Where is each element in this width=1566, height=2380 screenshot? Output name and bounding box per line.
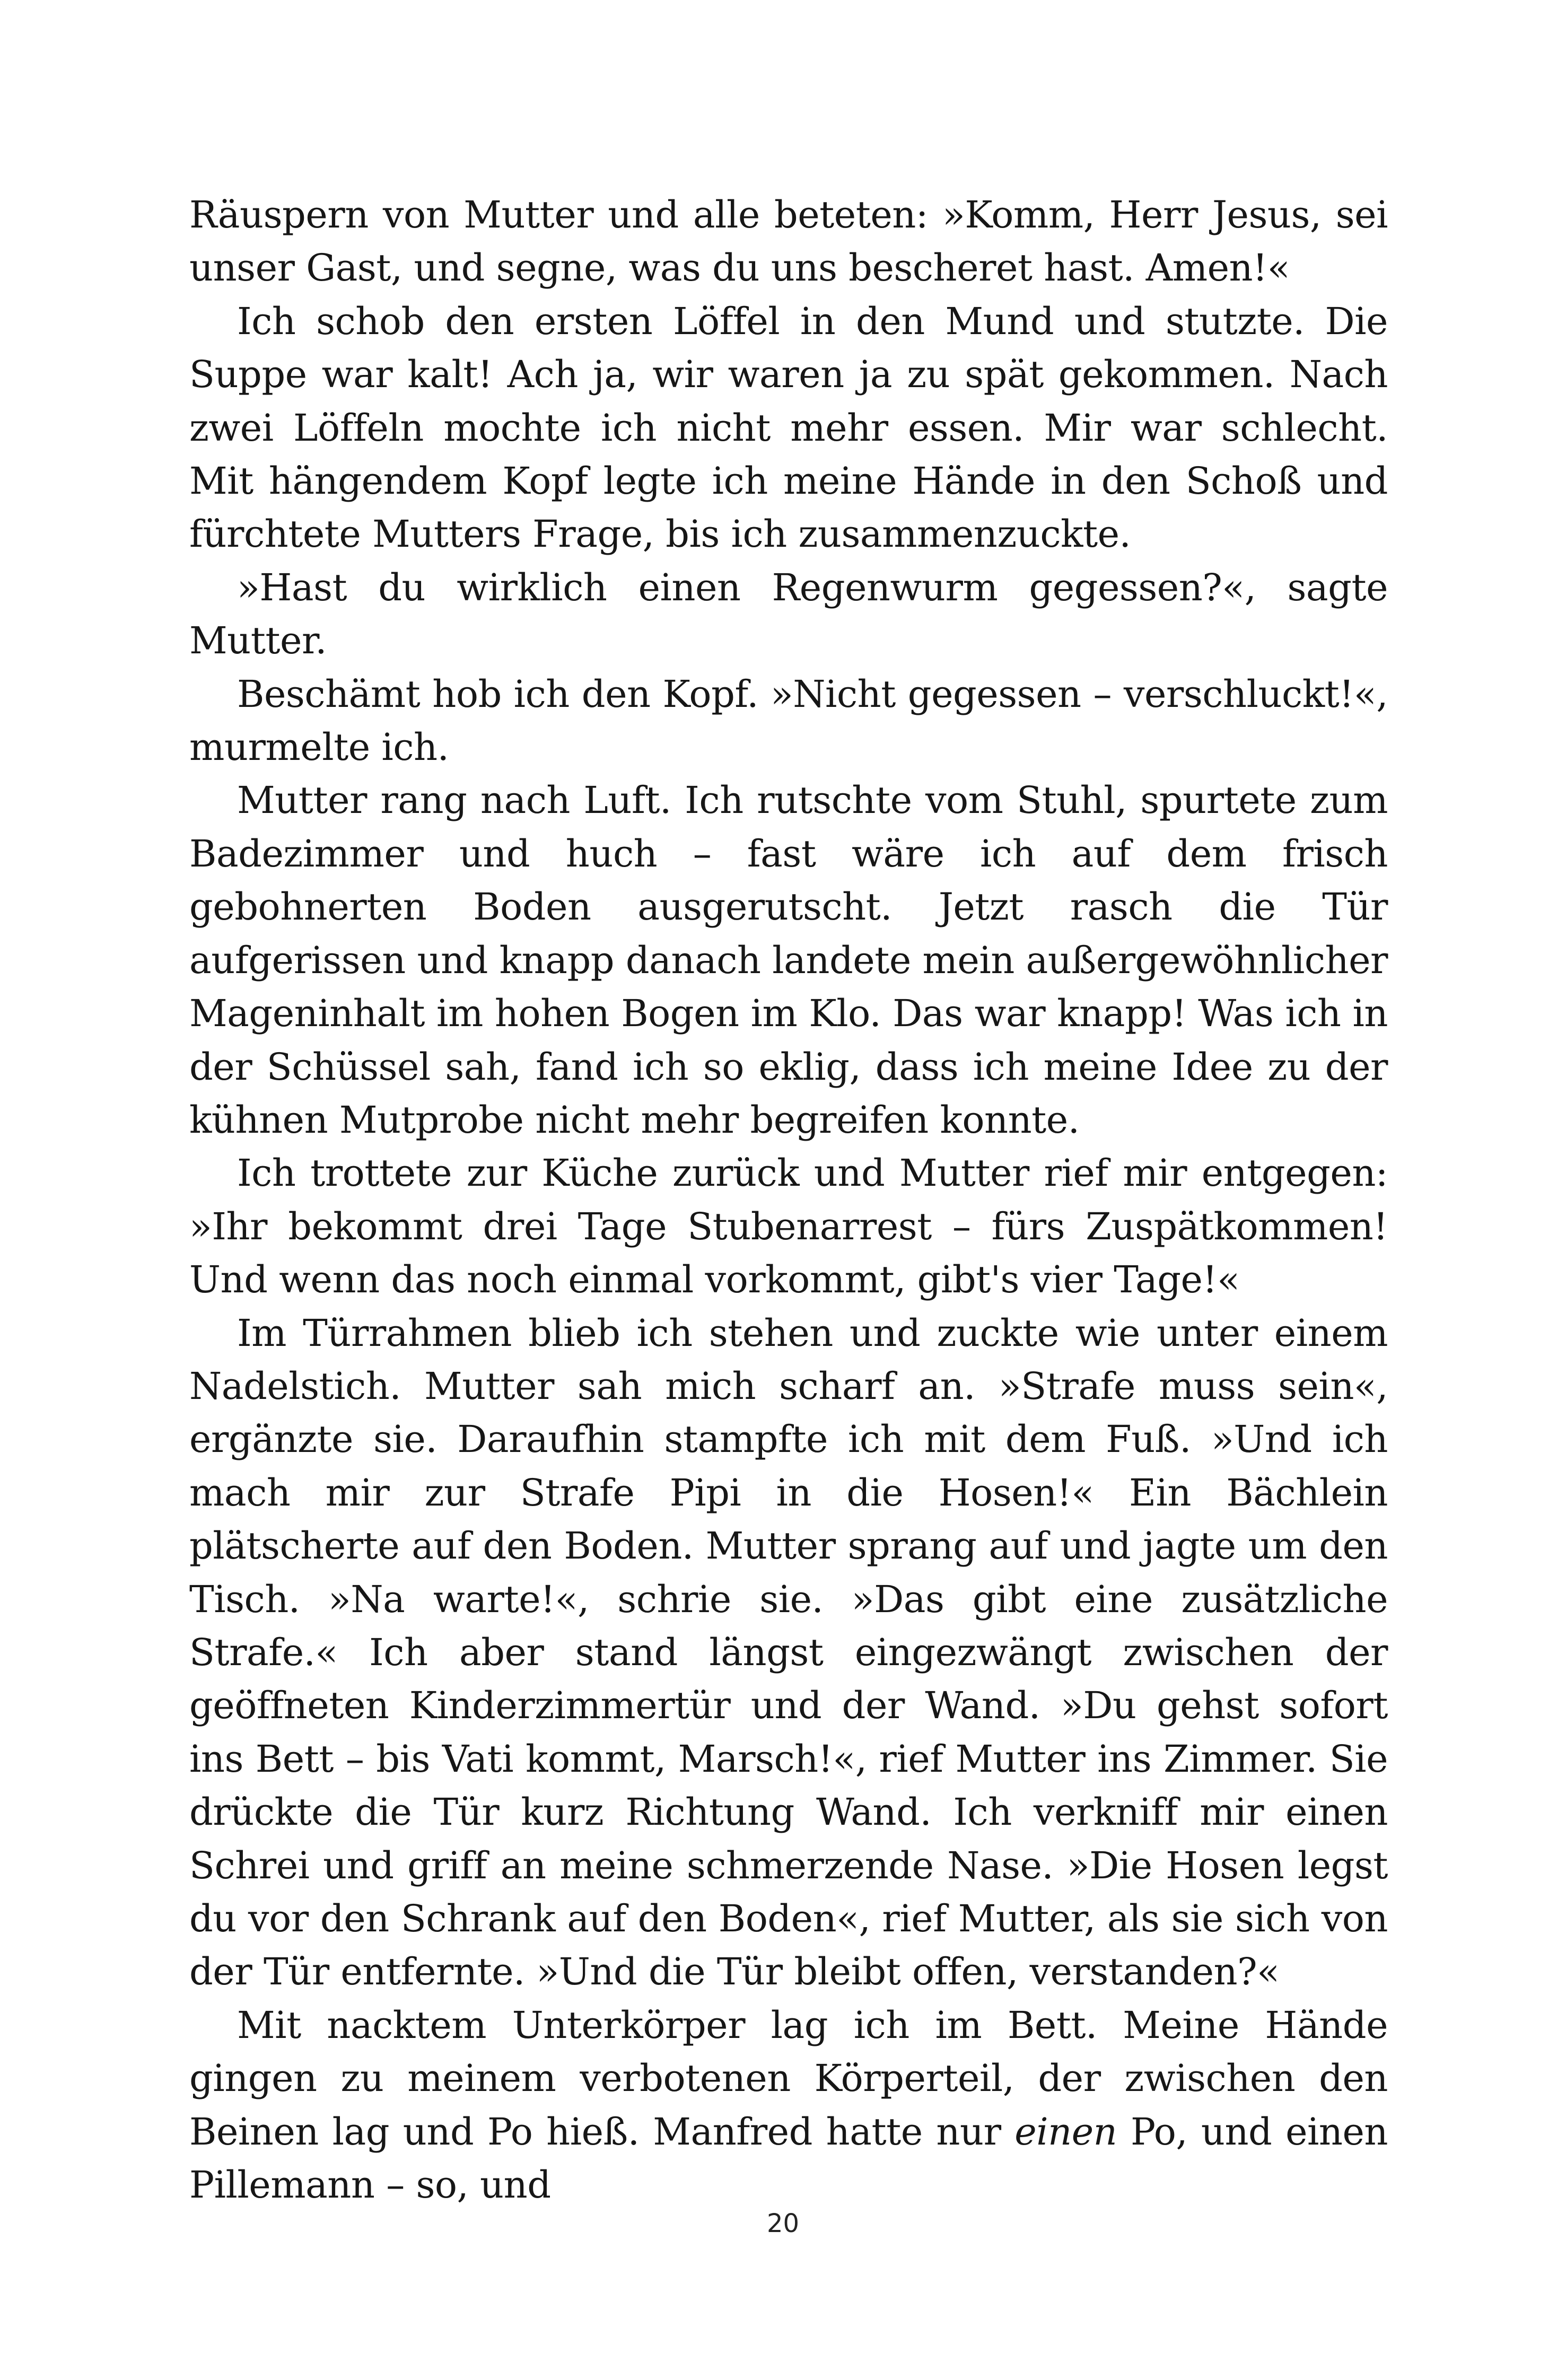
paragraph-1: Räuspern von Mutter und alle beteten: »Komm, Herr Jesus, sei unser Gast, und segne, was du uns bescheret hast. Amen!«: [189, 193, 1388, 290]
paragraph-4: Beschämt hob ich den Kopf. »Nicht gegessen – verschluckt!«, murmelte ich.: [189, 672, 1388, 769]
paragraph-8-emphasis: einen: [1014, 2110, 1117, 2154]
paragraph-5: Mutter rang nach Luft. Ich rutschte vom Stuhl, spurtete zum Badezimmer und huch – fast wäre ich auf dem frisch gebohnerten Boden ausgerutscht. Jetzt rasch die Tür aufgerissen und knapp danach landete mein außergewöhnlicher Mageninhalt im hohen Bogen im Klo. Das war knapp! Was ich in der Schüssel sah, fand ich so eklig, dass ich meine Idee zu der kühnen Mutprobe nicht mehr begreifen konnte.: [189, 778, 1388, 1142]
paragraph-8-text-a: Mit nacktem Unterkörper lag ich im Bett. Meine Hände gingen zu meinem verbotenen Körperteil, der zwischen den Beinen lag und Po hieß. Manfred hatte nur: [189, 2003, 1388, 2154]
book-page-text: [189, 188, 1388, 2211]
page-number: 20: [766, 2209, 800, 2238]
paragraph-8: [189, 1999, 1388, 2212]
paragraph-6: Ich trottete zur Küche zurück und Mutter rief mir entgegen: »Ihr bekommt drei Tage Stubenarrest – fürs Zuspätkommen! Und wenn das noch einmal vorkommt, gibt's vier Tage!«: [189, 1151, 1388, 1302]
paragraph-3: »Hast du wirklich einen Regenwurm gegessen?«, sagte Mutter.: [189, 565, 1388, 663]
paragraph-8-text-b: Po, und einen Pillemann – so, und: [189, 2110, 1388, 2207]
paragraph-2: Ich schob den ersten Löffel in den Mund und stutzte. Die Suppe war kalt! Ach ja, wir waren ja zu spät gekommen. Nach zwei Löffeln mochte ich nicht mehr essen. Mir war schlecht. Mit hängendem Kopf legte ich meine Hände in den Schoß und fürchtete Mutters Frage, bis ich zusammenzuckte.: [189, 299, 1388, 556]
paragraph-7: Im Türrahmen blieb ich stehen und zuckte wie unter einem Nadelstich. Mutter sah mich scharf an. »Strafe muss sein«, ergänzte sie. Daraufhin stampfte ich mit dem Fuß. »Und ich mach mir zur Strafe Pipi in die Hosen!« Ein Bächlein plätscherte auf den Boden. Mutter sprang auf und jagte um den Tisch. »Na warte!«, schrie sie. »Das gibt eine zusätzliche Strafe.« Ich aber stand längst eingezwängt zwischen der geöffneten Kinderzimmertür und der Wand. »Du gehst sofort ins Bett – bis Vati kommt, Marsch!«, rief Mutter ins Zimmer. Sie drückte die Tür kurz Richtung Wand. Ich verkniff mir einen Schrei und griff an meine schmerzende Nase. »Die Hosen legst du vor den Schrank auf den Boden«, rief Mutter, als sie sich von der Tür entfernte. »Und die Tür bleibt offen, verstanden?«: [189, 1311, 1388, 1994]
